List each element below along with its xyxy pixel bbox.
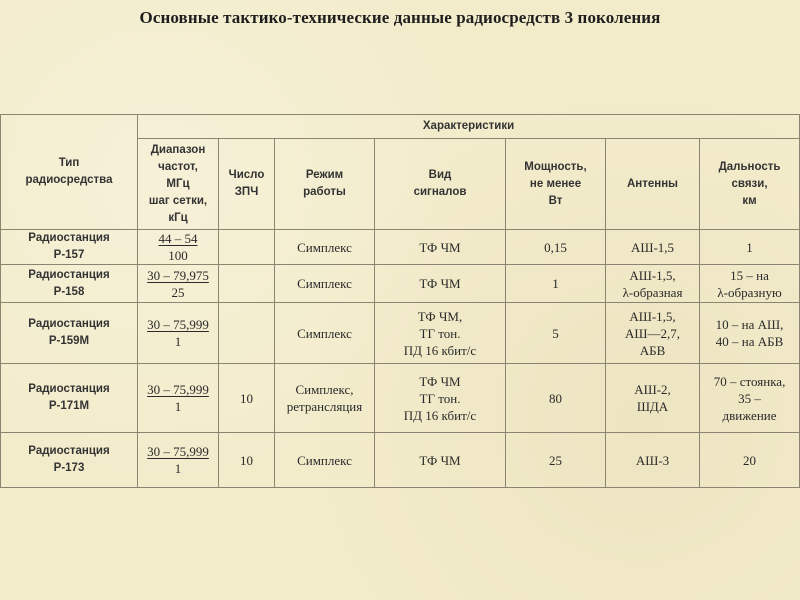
row-zpch-cell bbox=[219, 265, 275, 303]
page-title: Основные тактико-технические данные радиосредств 3 поколения bbox=[139, 8, 661, 27]
row-zpch-cell: 10 bbox=[219, 433, 275, 488]
row-range-cell: 70 – стоянка, 35 – движение bbox=[700, 364, 800, 433]
header-antenna-cell: Антенны bbox=[606, 139, 700, 230]
row-range-cell: 20 bbox=[700, 433, 800, 488]
table-row bbox=[1, 364, 800, 433]
header-power-cell: Мощность, не менее Вт bbox=[506, 139, 606, 230]
row-name-cell: Радиостанция Р-158 bbox=[1, 265, 138, 303]
table-row bbox=[1, 433, 800, 488]
row-name-cell: Радиостанция Р-159М bbox=[1, 303, 138, 364]
row-antenna-cell: АШ-1,5 bbox=[606, 230, 700, 265]
row-power-cell: 1 bbox=[506, 265, 606, 303]
row-power-cell: 0,15 bbox=[506, 230, 606, 265]
row-range-cell: 15 – на λ-образную bbox=[700, 265, 800, 303]
row-signal-cell: ТФ ЧМ bbox=[375, 433, 506, 488]
header-type-label: Тип радиосредства bbox=[25, 157, 113, 186]
row-power-cell: 80 bbox=[506, 364, 606, 433]
row-zpch-cell bbox=[219, 230, 275, 265]
header-group-label: Характеристики bbox=[138, 115, 800, 139]
table-row bbox=[1, 265, 800, 303]
table-row bbox=[1, 230, 800, 265]
header-type-cell bbox=[1, 115, 138, 230]
header-signal-cell: Вид сигналов bbox=[375, 139, 506, 230]
row-signal-cell: ТФ ЧМ ТГ тон. ПД 16 кбит/с bbox=[375, 364, 506, 433]
row-name-cell: Радиостанция Р-157 bbox=[1, 230, 138, 265]
row-antenna-cell: АШ-2, ШДА bbox=[606, 364, 700, 433]
table-row bbox=[1, 303, 800, 364]
row-mode-cell: Симплекс bbox=[275, 303, 375, 364]
header-row-group bbox=[1, 115, 800, 139]
row-power-cell: 25 bbox=[506, 433, 606, 488]
row-name-cell: Радиостанция Р-171М bbox=[1, 364, 138, 433]
row-freq-cell: 30 – 75,999 1 bbox=[138, 364, 219, 433]
row-range-cell: 1 bbox=[700, 230, 800, 265]
row-mode-cell: Симплекс bbox=[275, 433, 375, 488]
row-mode-cell: Симплекс, ретрансляция bbox=[275, 364, 375, 433]
radio-specs-table bbox=[0, 114, 800, 488]
row-zpch-cell bbox=[219, 303, 275, 364]
row-signal-cell: ТФ ЧМ bbox=[375, 265, 506, 303]
row-antenna-cell: АШ-1,5, λ-образная bbox=[606, 265, 700, 303]
row-range-cell: 10 – на АШ, 40 – на АБВ bbox=[700, 303, 800, 364]
header-mode-cell: Режим работы bbox=[275, 139, 375, 230]
row-freq-cell: 30 – 79,975 25 bbox=[138, 265, 219, 303]
header-range-cell: Дальность связи, км bbox=[700, 139, 800, 230]
row-freq-cell: 44 – 54 100 bbox=[138, 230, 219, 265]
header-zpch-cell: Число ЗПЧ bbox=[219, 139, 275, 230]
row-mode-cell: Симплекс bbox=[275, 230, 375, 265]
row-freq-cell: 30 – 75,999 1 bbox=[138, 433, 219, 488]
row-name-cell: Радиостанция Р-173 bbox=[1, 433, 138, 488]
row-antenna-cell: АШ-3 bbox=[606, 433, 700, 488]
row-mode-cell: Симплекс bbox=[275, 265, 375, 303]
row-signal-cell: ТФ ЧМ, ТГ тон. ПД 16 кбит/с bbox=[375, 303, 506, 364]
row-freq-cell: 30 – 75,999 1 bbox=[138, 303, 219, 364]
row-power-cell: 5 bbox=[506, 303, 606, 364]
row-zpch-cell: 10 bbox=[219, 364, 275, 433]
header-freq-cell: Диапазон частот, МГц шаг сетки, кГц bbox=[138, 139, 219, 230]
row-signal-cell: ТФ ЧМ bbox=[375, 230, 506, 265]
row-antenna-cell: АШ-1,5, АШ—2,7, АБВ bbox=[606, 303, 700, 364]
